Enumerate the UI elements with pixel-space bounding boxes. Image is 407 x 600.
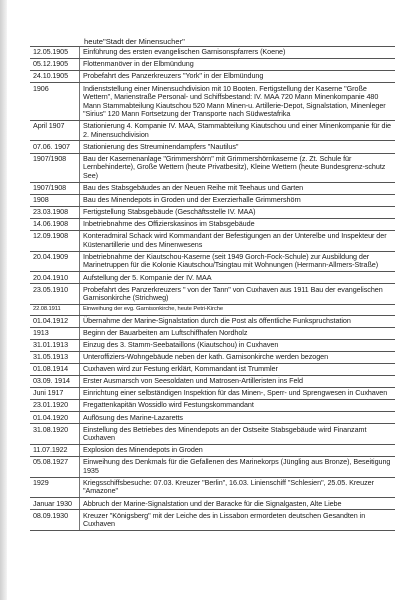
event-cell: Bau des Minendepots in Groden und der Exerzierhalle Grimmershörn: [79, 195, 395, 206]
event-cell: Konteradmiral Schack wird Kommandant der Befestigungen an der Unterelbe und Inspekteur der Küstenartillerie und des Minenwesens: [79, 231, 395, 251]
date-cell: April 1907: [33, 121, 65, 131]
table-row: [30, 364, 395, 376]
date-cell: 05.08.1927: [33, 457, 68, 467]
event-cell: Einführung des ersten evangelischen Garnisonspfarrers (Koene): [79, 47, 395, 58]
date-cell: 24.10.1905: [33, 71, 68, 81]
event-cell: Übernahme der Marine-Signalstation durch die Post als öffentliche Funkspruchstation: [79, 316, 395, 327]
binding-edge: [0, 0, 7, 600]
table-row: [30, 328, 395, 340]
table-row: [30, 305, 395, 316]
table-row: [30, 231, 395, 252]
table-row: [30, 59, 395, 71]
date-cell: 31.05.1913: [33, 352, 68, 362]
event-cell: Einstellung des Betriebes des Minendepots an der Ostseite Stabsgebäude wird Finanzamt Cuxhaven: [79, 424, 395, 444]
event-cell: Unteroffiziers-Wohngebäude neben der kath. Garnisonkirche werden bezogen: [79, 352, 395, 363]
date-cell: 1907/1908: [33, 153, 67, 163]
date-cell: Januar 1930: [33, 498, 72, 508]
event-cell: Einzug des 3. Stamm-Seebataillons (Kiautschou) in Cuxhaven: [79, 340, 395, 351]
table-row: [30, 316, 395, 328]
date-cell: 01.04.1920: [33, 412, 68, 422]
date-cell: 1907/1908: [33, 182, 67, 192]
event-cell: Inbetriebnahme des Offizierskasinos im Stabsgebäude: [79, 219, 395, 230]
table-row: [30, 510, 395, 531]
date-cell: 23.01.1920: [33, 400, 68, 410]
table-row: [30, 252, 395, 273]
event-cell: Einweihung des Denkmals für die Gefallenen des Marinekorps (Jüngling aus Bronze), Beseitigung 1935: [79, 457, 395, 477]
table-row: [30, 412, 395, 424]
event-cell: Auflösung des Marine-Lazaretts: [79, 412, 395, 423]
date-cell: 31.01.1913: [33, 339, 68, 349]
chronology-table: [30, 46, 395, 531]
date-cell: Juni 1917: [33, 388, 64, 398]
event-cell: Einweihung der evg. Garnisonkirche, heute Petri-Kirche: [79, 305, 395, 315]
date-cell: 20.04.1909: [33, 251, 68, 261]
date-cell: 1908: [33, 195, 49, 205]
date-cell: 1913: [33, 327, 49, 337]
date-cell: 05.12.1905: [33, 59, 68, 69]
table-row: [30, 498, 395, 510]
event-cell: Erster Ausmarsch von Seesoldaten und Matrosen-Artilleristen ins Feld: [79, 376, 395, 387]
table-row: [30, 457, 395, 478]
table-row: [30, 424, 395, 445]
event-cell: Beginn der Bauarbeiten am Luftschiffhafen Nordholz: [79, 328, 395, 339]
event-cell: Fertigstellung Stabsgebäude (Geschäftsstelle IV. MAA): [79, 207, 395, 218]
event-cell: Aufstellung der 5. Kompanie der IV. MAA: [79, 272, 395, 283]
table-row: [30, 478, 395, 499]
date-cell: 11.07.1922: [33, 445, 68, 455]
date-cell: 31.08.1920: [33, 424, 68, 434]
intro-text: heute"Stadt der Minensucher": [84, 37, 185, 46]
table-row: [30, 219, 395, 231]
event-cell: Probefahrt des Panzerkreuzers " von der Tann" von Cuxhaven aus 1911 Bau der evangelischen Garnisonkirche (Strichweg): [79, 284, 395, 304]
table-row: [30, 445, 395, 457]
event-cell: Explosion des Minendepots in Groden: [79, 445, 395, 456]
table-row: [30, 141, 395, 153]
date-cell: 01.04.1912: [33, 315, 68, 325]
event-cell: Fregattenkapitän Wossidlo wird Festungskommandant: [79, 400, 395, 411]
date-cell: 1906: [33, 83, 49, 93]
date-cell: 12.09.1908: [33, 231, 68, 241]
table-row: [30, 340, 395, 352]
table-row: [30, 47, 395, 59]
table-row: [30, 400, 395, 412]
table-row: [30, 83, 395, 121]
event-cell: Kriegsschiffsbesuche: 07.03. Kreuzer "Berlin", 16.03. Linienschiff "Schlesien", 25.05. Kreuzer "Amazone": [79, 478, 395, 498]
table-row: [30, 121, 395, 142]
event-cell: Stationierung des Streuminendampfers "Nautilus": [79, 141, 395, 152]
date-cell: 07.06. 1907: [33, 141, 70, 151]
date-cell: 08.09.1930: [33, 510, 68, 520]
table-row: [30, 388, 395, 400]
event-cell: Probefahrt des Panzerkreuzers "York" in der Elbmündung: [79, 71, 395, 82]
date-cell: 22.08.1911: [33, 306, 61, 313]
event-cell: Indienststellung einer Minensuchdivision mit 10 Booten. Fertigstellung der Kaserne "Große Wettern", Marienstraße Personal- und Schiffsbestand: IV. MAA 720 Mann Minenkompanie 480 Mann Stammabteilung Kiautschou 520 Mann Minen-u. Artillerie-Depot, Signalstation, Minenleger "Sirius" 120 Mann Fortsetzung der Transporte nach Südwestafrika: [79, 83, 395, 120]
date-cell: 14.06.1908: [33, 219, 68, 229]
table-row: [30, 272, 395, 284]
event-cell: Kreuzer "Königsberg" mit der Leiche des in Lissabon ermordeten deutschen Gesandten in Cuxhaven: [79, 510, 395, 530]
date-cell: 12.05.1905: [33, 47, 68, 57]
table-row: [30, 195, 395, 207]
table-row: [30, 352, 395, 364]
table-row: [30, 376, 395, 388]
event-cell: Cuxhaven wird zur Festung erklärt, Kommandant ist Trummler: [79, 364, 395, 375]
table-row: [30, 71, 395, 83]
table-row: [30, 284, 395, 305]
table-row: [30, 183, 395, 195]
event-cell: Bau des Stabsgebäudes an der Neuen Reihe mit Teehaus und Garten: [79, 183, 395, 194]
event-cell: Inbetriebnahme der Kiautschou-Kaserne (seit 1949 Gorch-Fock-Schule) zur Ausbildung der Marinetruppen für die Kolonie Kiautschou/Tsingtau mit Wohnungen (Hermann-Allmers-Straße): [79, 252, 395, 272]
date-cell: 1929: [33, 477, 49, 487]
date-cell: 23.05.1910: [33, 284, 68, 294]
date-cell: 23.03.1908: [33, 207, 68, 217]
date-cell: 01.08.1914: [33, 364, 68, 374]
table-row: [30, 207, 395, 219]
event-cell: Flottenmanöver in der Elbmündung: [79, 59, 395, 70]
table-row: [30, 154, 395, 183]
event-cell: Stationierung 4. Kompanie IV. MAA, Stammabteilung Kiautschou und einer Minenkompanie für die 2. Minensuchdivision: [79, 121, 395, 141]
event-cell: Bau der Kasernenanlage "Grimmershörn" mit Grimmershörnkaserne (z. Zt. Schule für Lernbehinderte), Große Wettern (heute Privatbesitz), Kleine Wettern (heute Bundesgrenz-schutz See): [79, 154, 395, 182]
date-cell: 03.09. 1914: [33, 376, 70, 386]
event-cell: Einrichtung einer selbständigen Inspektion für das Minen-, Sperr- und Sprengwesen in Cuxhaven: [79, 388, 395, 399]
date-cell: 20.04.1910: [33, 272, 68, 282]
event-cell: Abbruch der Marine-Signalstation und der Baracke für die Signalgasten, Alte Liebe: [79, 498, 395, 509]
